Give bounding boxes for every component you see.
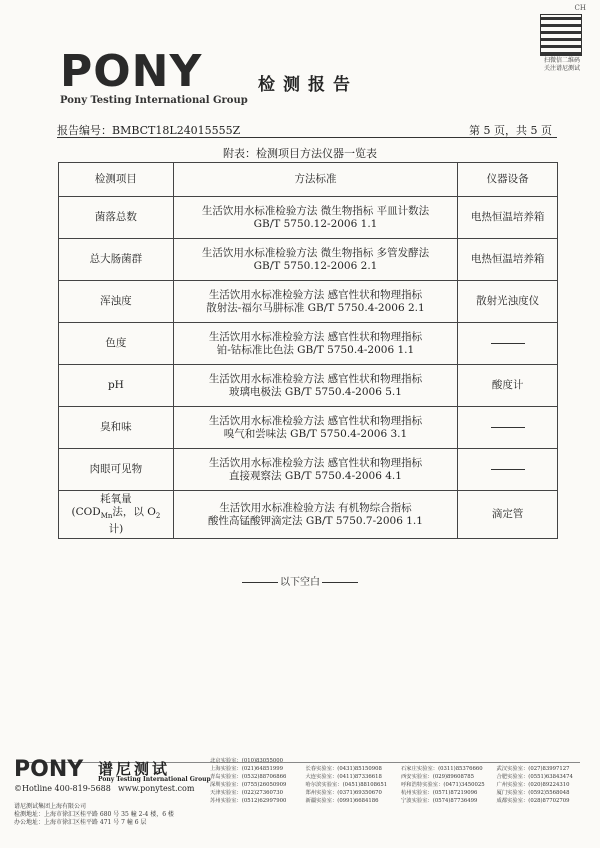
lab-contacts bbox=[210, 758, 590, 805]
item-part: 法，以 O bbox=[112, 505, 156, 518]
address-line: 检测地址：上海市徐汇区桂平路 680 号 35 幢 2-4 楼，6 楼 bbox=[14, 811, 174, 818]
method-line-2: 散射法-福尔马肼标准 GB/T 5750.4-2006 2.1 bbox=[206, 301, 425, 314]
cell-item: 浑浊度 bbox=[59, 281, 174, 323]
cell-item: 总大肠菌群 bbox=[59, 239, 174, 281]
cell-item: 臭和味 bbox=[59, 407, 174, 449]
empty-dash bbox=[491, 427, 525, 428]
end-line-left bbox=[242, 582, 278, 583]
method-line-1: 生活饮用水标准检验方法 感官性状和物理指标 bbox=[208, 372, 423, 385]
method-line-2: 玻璃电极法 GB/T 5750.4-2006 5.1 bbox=[229, 385, 402, 398]
page-indicator: 第 5 页，共 5 页 bbox=[469, 124, 552, 137]
footer-address bbox=[14, 803, 174, 827]
address-line: 办公地址：上海市徐汇区桂平路 471 号 7 幢 6 层 bbox=[14, 819, 147, 826]
cell-device-empty bbox=[458, 323, 558, 365]
qr-caption-line-2: 关注谱尼测试 bbox=[543, 65, 580, 72]
cell-item: 肉眼可见物 bbox=[59, 449, 174, 491]
lab-contact: 成都实验室：(028)87702709 bbox=[496, 797, 570, 804]
cell-method bbox=[173, 407, 457, 449]
lab-contact: 合肥实验室：(0551)63843474 bbox=[496, 773, 573, 780]
empty-dash bbox=[491, 469, 525, 470]
cell-item bbox=[59, 491, 174, 539]
method-line-1: 生活饮用水标准检验方法 微生物指标 多管发酵法 bbox=[201, 246, 430, 259]
cell-method bbox=[173, 239, 457, 281]
cell-device: 散射光浊度仪 bbox=[458, 281, 558, 323]
method-line-1: 生活饮用水标准检验方法 感官性状和物理指标 bbox=[208, 330, 423, 343]
cell-item: 色度 bbox=[59, 323, 174, 365]
lab-contact: 天津实验室：(022)27360730 bbox=[210, 789, 283, 796]
company-subtitle: Pony Testing International Group bbox=[60, 95, 248, 106]
method-line-1: 生活饮用水标准检验方法 有机物综合指标 bbox=[219, 501, 412, 514]
header-device: 仪器设备 bbox=[458, 163, 558, 197]
method-line-2: GB/T 5750.12-2006 1.1 bbox=[253, 217, 378, 230]
cell-device-empty bbox=[458, 407, 558, 449]
method-table bbox=[58, 162, 558, 539]
item-part: (COD bbox=[71, 505, 101, 518]
table-row bbox=[59, 491, 558, 539]
table-row bbox=[59, 365, 558, 407]
method-line-2: 酸性高锰酸钾滴定法 GB/T 5750.7-2006 1.1 bbox=[208, 514, 423, 527]
company-logo: PONY bbox=[60, 46, 203, 97]
hotline: ©Hotline 400-819-5688 bbox=[14, 784, 111, 793]
header-item: 检测项目 bbox=[59, 163, 174, 197]
method-line-2: 直接观察法 GB/T 5750.4-2006 4.1 bbox=[229, 469, 402, 482]
website-link[interactable]: www.ponytest.com bbox=[118, 784, 195, 793]
lab-contact: 长春实验室：(0431)85150908 bbox=[305, 765, 382, 772]
method-line-1: 生活饮用水标准检验方法 感官性状和物理指标 bbox=[208, 414, 423, 427]
lab-contact: 宁波实验室：(0574)87736499 bbox=[401, 797, 478, 804]
lab-contact: 呼和浩特实验室：(0471)3450025 bbox=[401, 781, 485, 788]
lab-contact: 广州实验室：(020)89224310 bbox=[496, 781, 570, 788]
lab-contact bbox=[497, 758, 591, 766]
header-method: 方法标准 bbox=[173, 163, 457, 197]
cell-device: 电热恒温培养箱 bbox=[458, 197, 558, 239]
lab-contact: 哈尔滨实验室：(0451)88108651 bbox=[305, 781, 388, 788]
lab-contact: 苏州实验室：(0512)62997900 bbox=[210, 797, 287, 804]
table-row bbox=[59, 239, 558, 281]
qr-code bbox=[540, 14, 582, 56]
method-line-1: 生活饮用水标准检验方法 感官性状和物理指标 bbox=[208, 288, 423, 301]
lab-contact: 武汉实验室：(027)83997127 bbox=[496, 765, 570, 772]
item-subscript: 2 bbox=[155, 512, 161, 521]
cell-item: 菌落总数 bbox=[59, 197, 174, 239]
footer-logo: PONY bbox=[14, 757, 84, 782]
lab-contact: 杭州实验室：(0571)87219096 bbox=[401, 789, 478, 796]
address-line: 谱尼测试集团上海有限公司 bbox=[14, 803, 87, 810]
end-note bbox=[0, 573, 600, 588]
cell-method bbox=[173, 281, 457, 323]
cell-device: 酸度计 bbox=[458, 365, 558, 407]
table-row bbox=[59, 449, 558, 491]
report-number: 报告编号：BMBCT18L24015555Z bbox=[57, 124, 241, 137]
lab-contact: 上海实验室：(021)64851999 bbox=[210, 765, 283, 772]
qr-caption-line-1: 扫微信二维码 bbox=[543, 57, 580, 64]
appendix-title: 附表：检测项目方法仪器一览表 bbox=[223, 147, 377, 160]
table-row bbox=[59, 197, 558, 239]
table-row bbox=[59, 407, 558, 449]
footer-brand-en: Pony Testing International Group bbox=[98, 776, 211, 783]
lab-contact bbox=[401, 758, 495, 766]
corner-mark: CH bbox=[574, 4, 586, 12]
table-row bbox=[59, 323, 558, 365]
cell-device: 滴定管 bbox=[458, 491, 558, 539]
cell-method bbox=[173, 491, 457, 539]
cell-method bbox=[173, 197, 457, 239]
item-part: 计) bbox=[108, 523, 124, 536]
cell-method bbox=[173, 449, 457, 491]
lab-contact: 石家庄实验室：(0311)85376660 bbox=[401, 765, 483, 772]
empty-dash bbox=[491, 343, 525, 344]
item-line-2 bbox=[63, 506, 169, 536]
lab-contact: 厦门实验室：(0592)5568048 bbox=[496, 789, 570, 796]
end-note-text: 以下空白 bbox=[280, 577, 320, 588]
table-row bbox=[59, 281, 558, 323]
cell-item: pH bbox=[59, 365, 174, 407]
cell-device-empty bbox=[458, 449, 558, 491]
lab-contact: 青岛实验室：(0532)88706866 bbox=[210, 773, 287, 780]
lab-contact: 深圳实验室：(0755)26050909 bbox=[210, 781, 287, 788]
lab-contact: 新疆实验室：(0991)6684186 bbox=[305, 797, 379, 804]
method-line-1: 生活饮用水标准检验方法 感官性状和物理指标 bbox=[208, 456, 423, 469]
lab-contact bbox=[306, 758, 400, 766]
method-line-1: 生活饮用水标准检验方法 微生物指标 平皿计数法 bbox=[201, 204, 430, 217]
item-line-1: 耗氧量 bbox=[100, 492, 132, 505]
qr-caption bbox=[536, 57, 588, 73]
cell-method bbox=[173, 365, 457, 407]
footer-brand: 谱尼测试 bbox=[98, 760, 171, 778]
header-divider bbox=[57, 137, 557, 138]
end-line-right bbox=[322, 582, 358, 583]
cell-device: 电热恒温培养箱 bbox=[458, 239, 558, 281]
lab-contact: 北京实验室：(010)83055000 bbox=[210, 758, 283, 764]
item-subscript: Mn bbox=[100, 512, 113, 521]
lab-contact: 大连实验室：(0411)87336618 bbox=[305, 773, 382, 780]
lab-contact: 西安实验室：(029)89608785 bbox=[401, 773, 474, 780]
lab-contact: 郑州实验室：(0371)69350670 bbox=[305, 789, 382, 796]
method-line-2: 嗅气和尝味法 GB/T 5750.4-2006 3.1 bbox=[223, 427, 408, 440]
method-line-2: 铂-钴标准比色法 GB/T 5750.4-2006 1.1 bbox=[216, 343, 415, 356]
table-header-row bbox=[59, 163, 558, 197]
cell-method bbox=[173, 323, 457, 365]
method-line-2: GB/T 5750.12-2006 2.1 bbox=[253, 259, 378, 272]
report-title: 检测报告 bbox=[258, 75, 358, 95]
